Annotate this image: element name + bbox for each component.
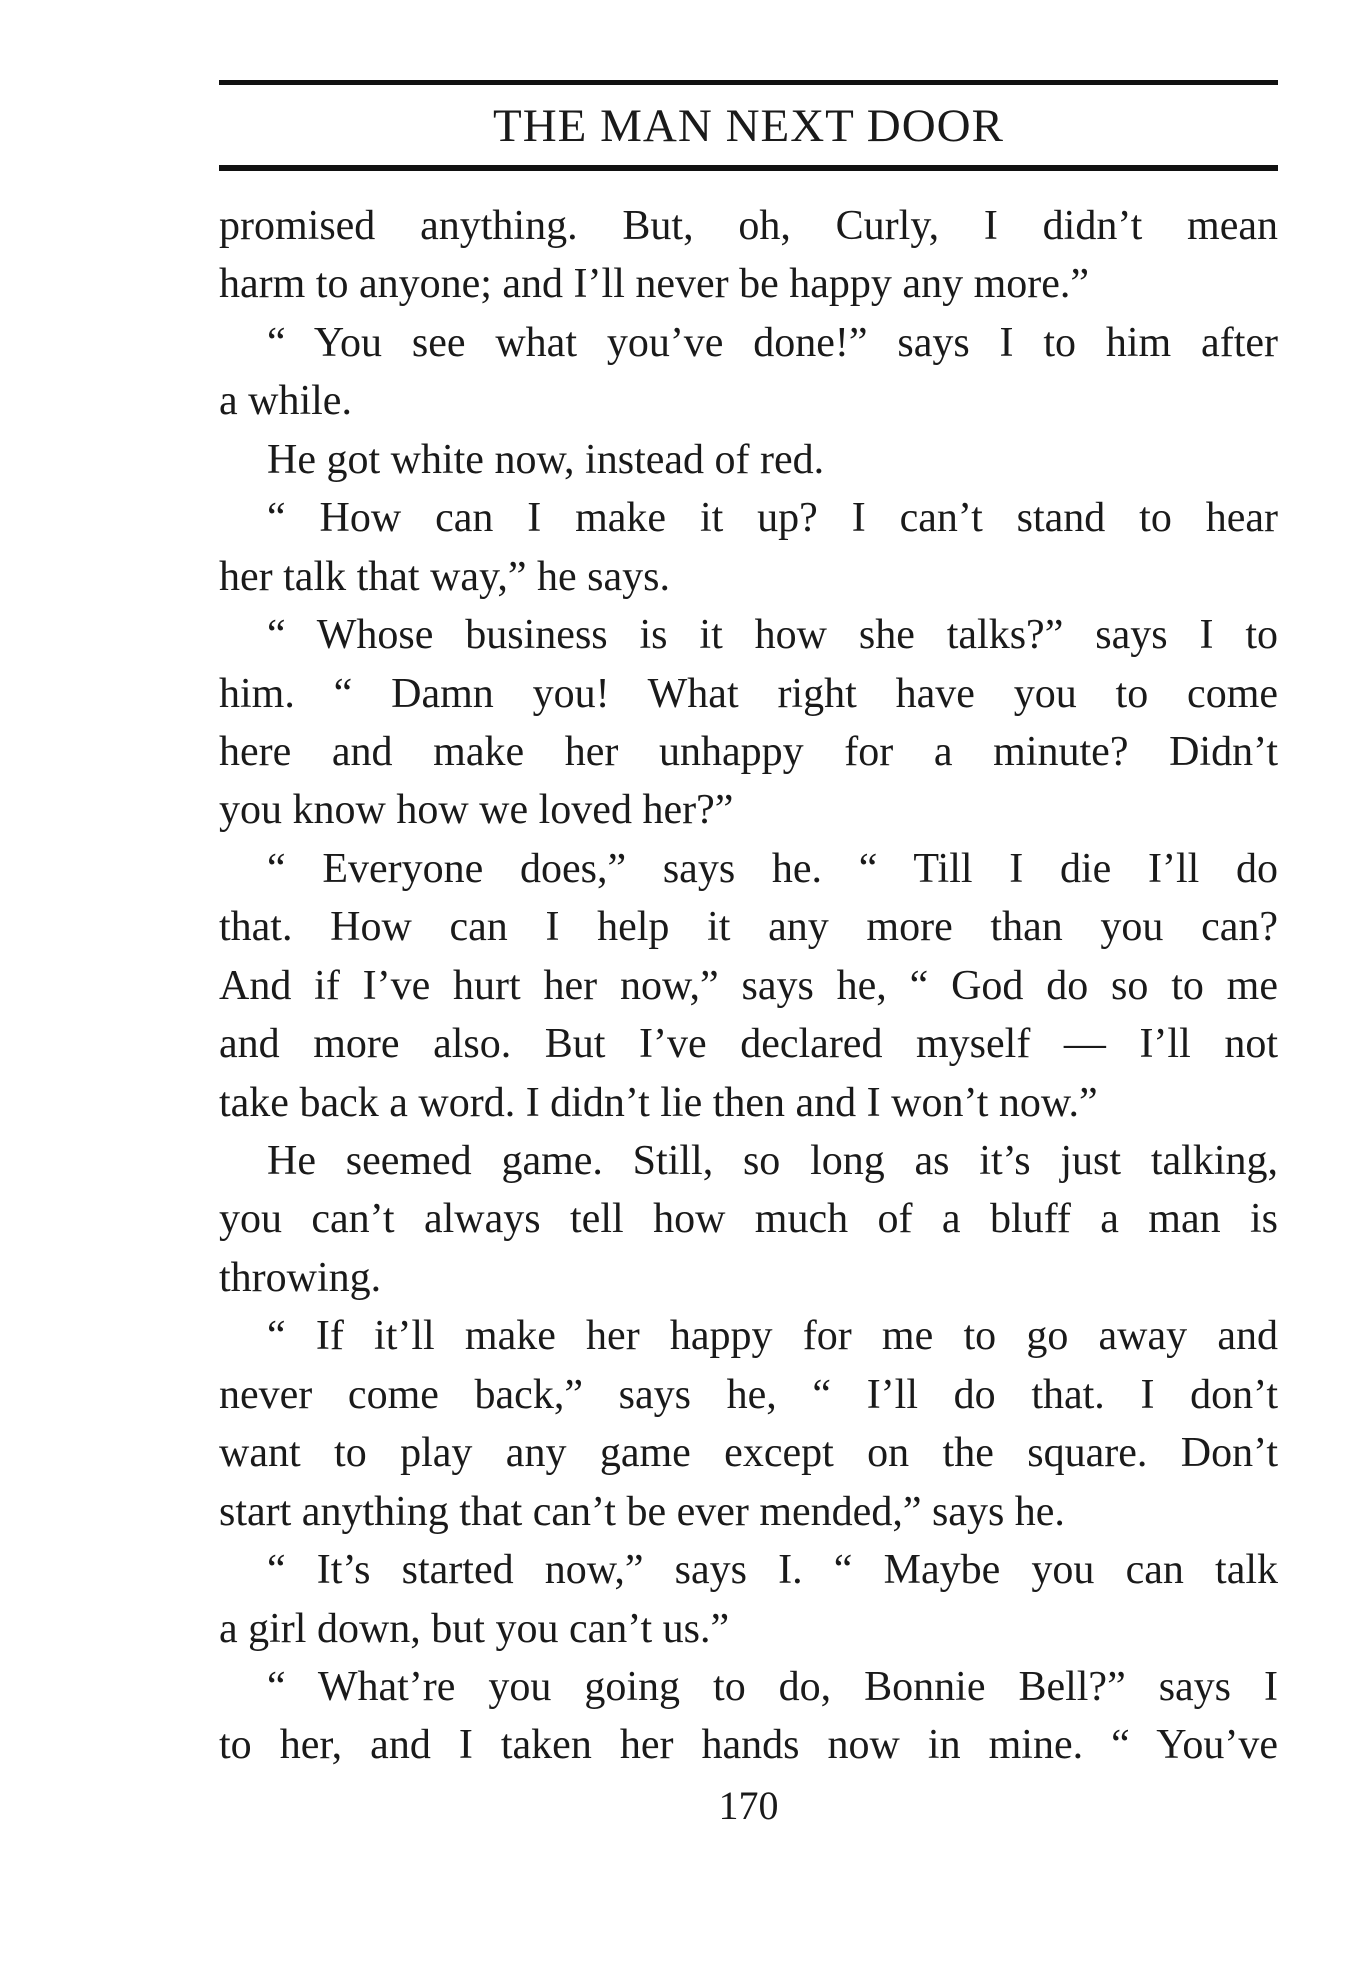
text-line: “ Everyone does,” says he. “ Till I die I’ll do [267, 845, 1278, 892]
text-line: and more also. But I’ve declared myself — I’ll not [219, 1021, 1278, 1068]
text-line: “ How can I make it up? I can’t stand to hear [267, 495, 1278, 542]
text-line: He seemed game. Still, so long as it’s just talking, [267, 1138, 1278, 1184]
text-line: to her, and I taken her hands now in mine. “ You’ve [219, 1722, 1278, 1769]
text-line: “ You see what you’ve done!” says I to him after [267, 319, 1278, 366]
running-title: THE MAN NEXT DOOR [493, 100, 1004, 152]
text-line: you know how we loved her?” [219, 787, 734, 834]
page-number: 170 [718, 1783, 779, 1828]
text-line: promised anything. But, oh, Curly, I didn’t mean [219, 203, 1278, 249]
header-rule-bottom [219, 165, 1278, 171]
text-line: “ Whose business is it how she talks?” says I to [267, 612, 1278, 659]
header-rule-top [219, 80, 1278, 85]
text-line: take back a word. I didn’t lie then and I won’t now.” [219, 1079, 1098, 1126]
text-line: you can’t always tell how much of a bluff a man is [219, 1196, 1278, 1243]
text-line: “ If it’ll make her happy for me to go away and [267, 1313, 1278, 1360]
text-line: “ What’re you going to do, Bonnie Bell?” says I [267, 1663, 1278, 1710]
text-line: him. “ Damn you! What right have you to come [219, 670, 1278, 717]
text-line: a girl down, but you can’t us.” [219, 1605, 730, 1652]
text-line: He got white now, instead of red. [267, 436, 825, 483]
text-line: throwing. [219, 1254, 382, 1301]
text-line: start anything that can’t be ever mended,” says he. [219, 1488, 1065, 1535]
text-line: harm to anyone; and I’ll never be happy any more.” [219, 261, 1090, 308]
text-line: want to play any game except on the square. Don’t [219, 1430, 1278, 1477]
text-line: her talk that way,” he says. [219, 553, 670, 600]
text-line: here and make her unhappy for a minute? Didn’t [219, 728, 1278, 775]
text-line: that. How can I help it any more than you can? [219, 904, 1278, 951]
body-text [219, 197, 1278, 1775]
text-line: And if I’ve hurt her now,” says he, “ God do so to me [219, 962, 1278, 1009]
text-line: “ It’s started now,” says I. “ Maybe you can talk [267, 1547, 1278, 1594]
text-line: a while. [219, 378, 352, 425]
text-line: never come back,” says he, “ I’ll do that. I don’t [219, 1371, 1278, 1418]
